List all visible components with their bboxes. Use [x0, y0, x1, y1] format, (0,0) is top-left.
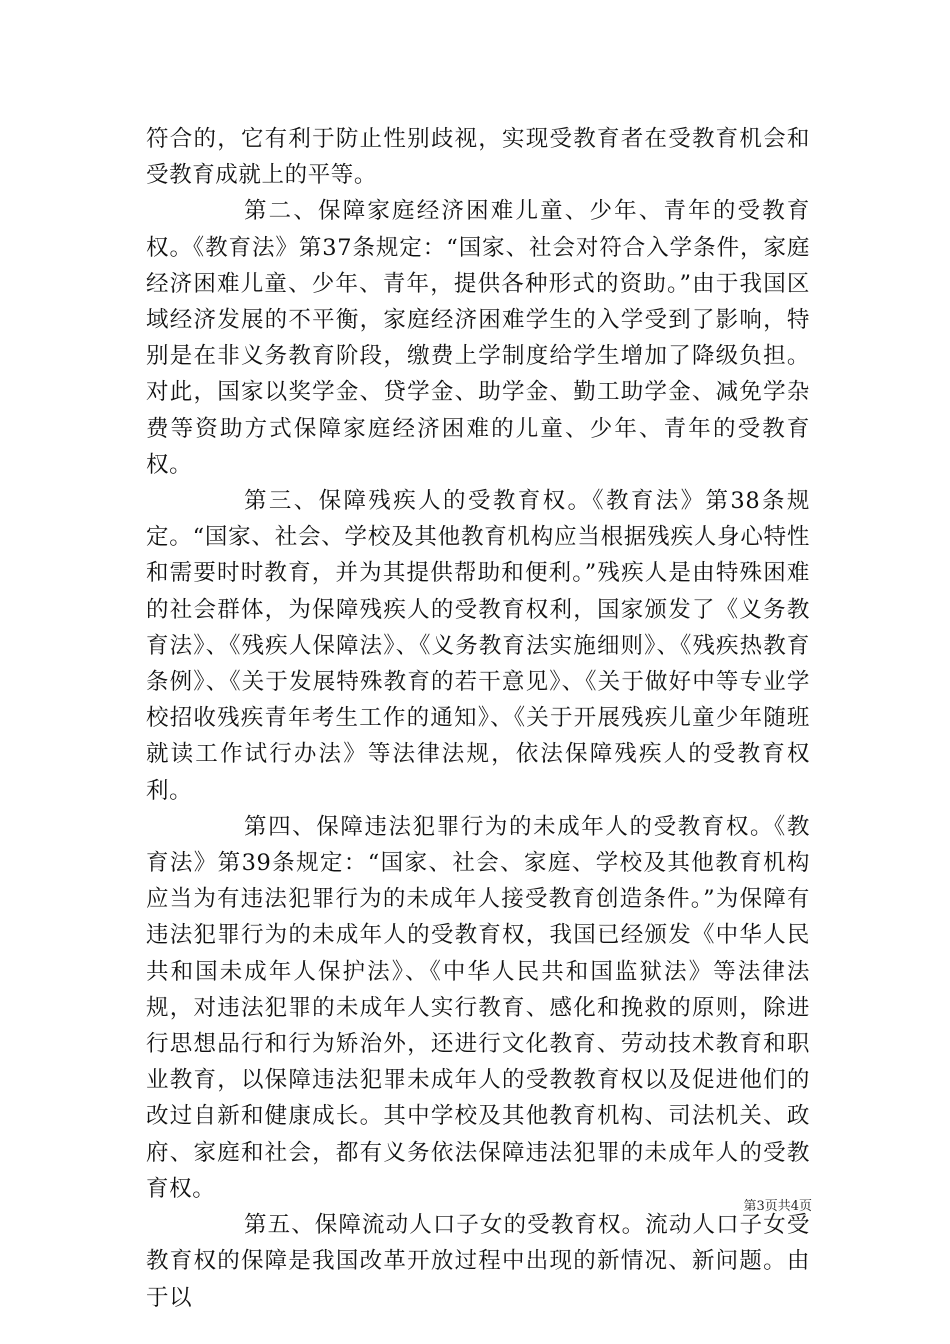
- paragraph-4: 第四、保障违法犯罪行为的未成年人的受教育权。《教育法》第39条规定：“国家、社会、家庭、学校及其他教育机构应当为有违法犯罪行为的未成年人接受教育创造条件。”为保障有违法犯罪行为的未成年人的受教育权，我国已经颁发《中华人民共和国未成年人保护法》、《中华人民共和国监狱法》等法律法规，对违法犯罪的未成年人实行教育、感化和挽救的原则，除进行思想品行和行为矫治外，还进行文化教育、劳动技术教育和职业教育，以保障违法犯罪未成年人的受教教育权以及促进他们的改过自新和健康成长。其中学校及其他教育机构、司法机关、政府、家庭和社会，都有义务依法保障违法犯罪的未成年人的受教育权。: [146, 813, 810, 1202]
- body-text: [146, 121, 810, 1316]
- paragraph-3: 第三、保障残疾人的受教育权。《教育法》第38条规定。“国家、社会、学校及其他教育机构应当根据残疾人身心特性和需要时时教育，并为其提供帮助和便利。”残疾人是由特殊困难的社会群体，为保障残疾人的受教育权利，国家颁发了《义务教育法》、《残疾人保障法》、《义务教育法实施细则》、《残疾热教育条例》、《关于发展特殊教育的若干意见》、《关于做好中等专业学校招收残疾青年考生工作的通知》、《关于开展残疾儿童少年随班就读工作试行办法》等法律法规，依法保障残疾人的受教育权利。: [146, 488, 810, 804]
- page-number: 第3页共4页: [743, 1199, 812, 1214]
- paragraph-2: 第二、保障家庭经济困难儿童、少年、青年的受教育权。《教育法》第37条规定：“国家、社会对符合入学条件，家庭经济困难儿童、少年、青年，提供各种形式的资助。”由于我国区域经济发展的不平衡，家庭经济困难学生的入学受到了影响，特别是在非义务教育阶段，缴费上学制度给学生增加了降级负担。对此，国家以奖学金、贷学金、助学金、勤工助学金、减免学杂费等资助方式保障家庭经济困难的儿童、少年、青年的受教育权。: [146, 198, 810, 478]
- paragraph-1: 符合的，它有利于防止性别歧视，实现受教育者在受教育机会和受教育成就上的平等。: [146, 126, 810, 189]
- paragraph-5: 第五、保障流动人口子女的受教育权。流动人口子女受教育权的保障是我国改革开放过程中出现的新情况、新问题。由于以: [146, 1212, 810, 1311]
